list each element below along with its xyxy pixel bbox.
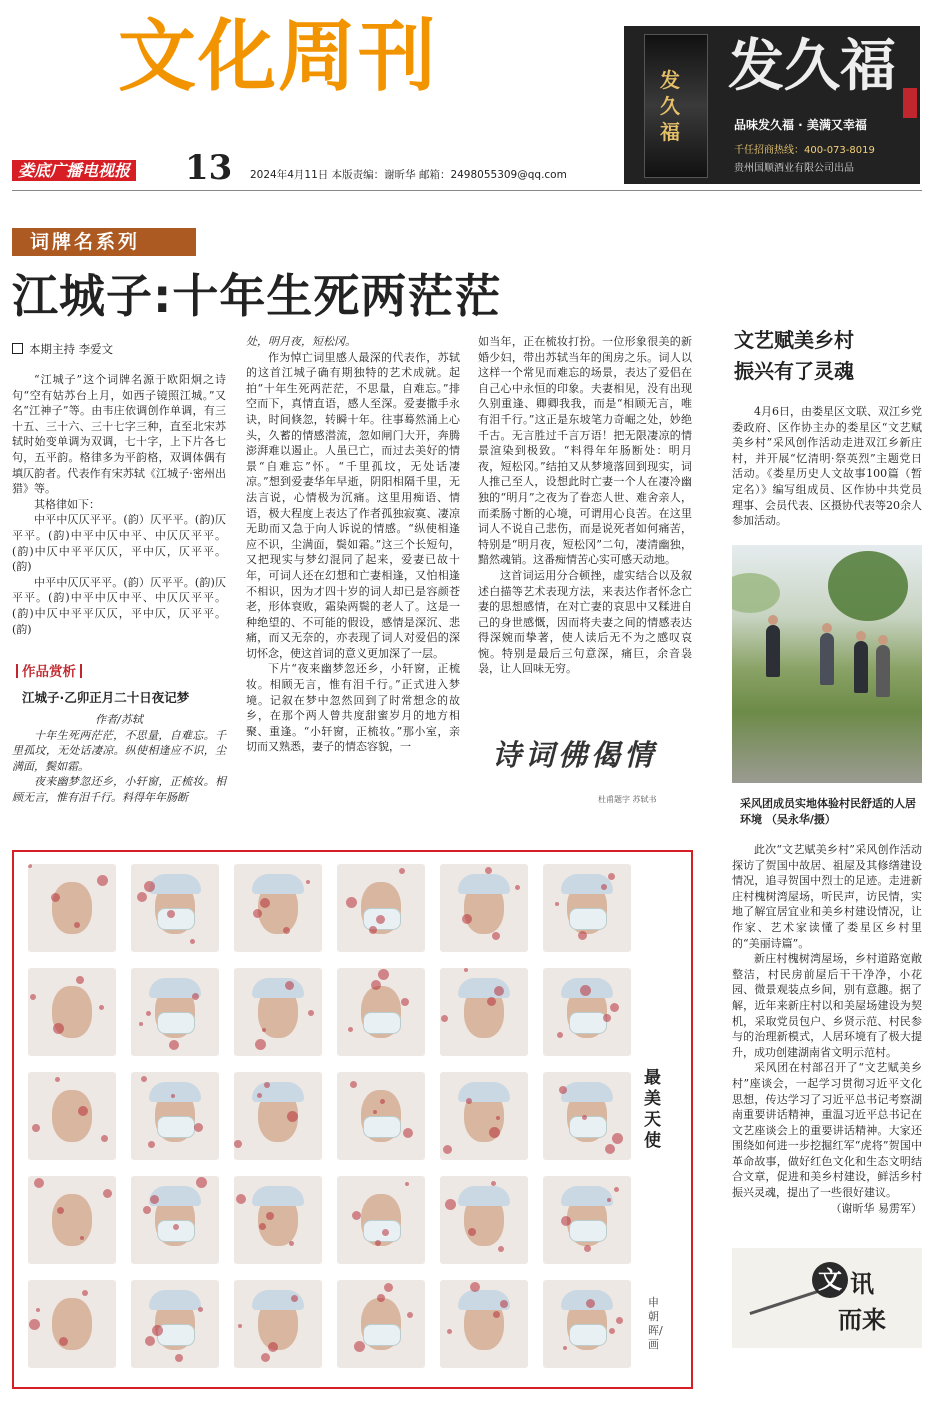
mask-shape	[569, 1220, 607, 1242]
paint-spot	[493, 1311, 500, 1318]
portrait-painting	[234, 1072, 322, 1160]
cap-shape	[252, 1186, 304, 1206]
person-figure	[854, 641, 868, 693]
portrait-painting	[234, 864, 322, 952]
portrait-painting	[440, 968, 528, 1056]
portrait-painting	[543, 864, 631, 952]
portrait-painting	[28, 1280, 116, 1368]
paint-spot	[498, 1246, 504, 1252]
paint-spot	[29, 1319, 40, 1330]
photo-caption: 采风团成员实地体验村民舒适的人居环境 （吴永华/摄）	[740, 797, 916, 826]
portrait-painting	[337, 864, 425, 952]
paint-spot	[169, 1040, 179, 1050]
paint-spot	[578, 931, 587, 940]
paint-spot	[291, 1295, 298, 1302]
mask-shape	[157, 1012, 195, 1034]
ad-maker: 贵州国顺酒业有限公司出品	[734, 163, 854, 174]
cap-shape	[458, 1186, 510, 1206]
paint-spot	[173, 1224, 179, 1230]
paint-spot	[462, 914, 472, 924]
paint-spot	[59, 1337, 68, 1346]
cap-shape	[149, 874, 201, 894]
paint-spot	[403, 1128, 413, 1138]
masthead: 文化周刊	[118, 12, 439, 102]
paint-spot	[369, 926, 377, 934]
paint-spot	[487, 997, 496, 1006]
paint-spot	[485, 867, 492, 874]
mask-shape	[157, 908, 195, 930]
paint-spot	[175, 1354, 183, 1362]
ad-slogan: 品味发久福 · 美满又幸福	[734, 118, 867, 132]
paint-spot	[103, 1189, 112, 1198]
paint-spot	[97, 875, 108, 886]
portrait-painting	[131, 1280, 219, 1368]
paint-spot	[261, 1353, 270, 1362]
paint-spot	[346, 897, 357, 908]
host-text: 本期主持 李爱文	[29, 342, 114, 356]
poem-line: 夜来幽梦忽还乡，小轩窗，正梳妆。相顾无言，惟有泪千行。料得年年肠断	[12, 775, 226, 804]
paint-spot	[53, 1023, 64, 1034]
bottle-label: 发久福	[660, 68, 680, 144]
paint-spot	[584, 1245, 591, 1252]
sidebar-title	[734, 325, 854, 387]
paint-spot	[375, 1240, 381, 1246]
paint-spot	[36, 1308, 40, 1312]
paint-spot	[101, 1135, 108, 1142]
portrait-painting	[440, 1280, 528, 1368]
paint-spot	[500, 1300, 508, 1308]
paint-spot	[80, 1236, 84, 1240]
mask-shape	[569, 1324, 607, 1346]
paragraph: 作为悼亡词里感人最深的代表作，苏轼的这首江城子确有期独特的艺术成就。起拍“十年生死两茫茫，不思量，自难忘。”排空而下，真情直语，感人至深。爱妻撒手永诀，时间倏忽，转瞬十年。往事蓦然涌上心头，久蓄的情感潜流，忽如闸门大开，奔腾澎湃难以遏止。人虽已亡，而过去美好的情景“自难忘”怀。“千里孤坟，无处话凄凉。”想到爱妻华年早逝，阴阳相隔千里，无法言说，心情极为沉痛。这里用痴语、情语，极大程度上表达了作者孤独寂寞、凄凉无助而又急于向人诉说的情感。“纵使相逢应不识，尘满面，鬓如霜。”这三个长短句，又把现实与梦幻混同了起来，爱妻已故十年，可词人还在幻想和亡妻相逢，又怕相逢不相识，因为才四十岁的词人却已是容颜苍老，形体衰败，霜染两鬓的老人了。这是一种绝望的、不可能的假设，感情是深沉、悲痛，而又无奈的，亦表现了词人对爱侣的深切怀念，使这首词的意义更加深了一层。	[246, 350, 460, 660]
cap-shape	[149, 1290, 201, 1310]
paint-spot	[289, 1241, 294, 1246]
paint-spot	[143, 1206, 151, 1214]
paragraph: 新庄村槐树湾屋场，乡村道路宽敞整洁，村民房前屋后干干净净，小花园、微景观装点乡间，别有意趣。据了解，近年来新庄村以和美屋场建设为契机，采取党员包户、乡贤示范、村民参与的治理新模式，人居环境有了极大提升，成功创建湖南省文明示范村。	[732, 952, 922, 1059]
liquor-advertisement[interactable]	[624, 26, 920, 184]
paragraph: 中平中仄仄平平。(韵）仄平平。(韵)仄平平。(韵)中平中仄中平、中仄仄平平。(韵)中仄中平平仄仄，平中仄，仄平平。(韵)	[12, 513, 226, 574]
paint-spot	[192, 993, 199, 1000]
wenxun-char-2: 讯	[850, 1270, 874, 1298]
paint-spot	[445, 1199, 456, 1210]
person-figure	[820, 633, 834, 685]
tree-shape	[732, 573, 780, 613]
tree-shape	[828, 551, 908, 621]
paint-spot	[253, 909, 262, 918]
portrait-painting	[28, 864, 116, 952]
portrait-painting	[234, 1176, 322, 1264]
paint-spot	[352, 1211, 361, 1220]
cap-shape	[252, 874, 304, 894]
sidebar-intro	[732, 404, 922, 529]
paint-spot	[447, 1329, 452, 1334]
calligraphy-image	[478, 725, 688, 805]
paint-spot	[582, 1115, 587, 1120]
header-divider	[12, 190, 922, 191]
paint-spot	[354, 1341, 365, 1352]
paint-spot	[557, 1032, 563, 1038]
paint-spot	[489, 1127, 500, 1138]
paint-spot	[190, 939, 195, 944]
portrait-painting	[28, 968, 116, 1056]
byline: （谢昕华 易雳军）	[830, 1201, 922, 1215]
person-head	[878, 635, 888, 645]
paint-spot	[152, 1325, 163, 1336]
portrait-painting	[131, 864, 219, 952]
paragraph: 其格律如下：	[34, 497, 100, 511]
paint-spot	[171, 1094, 175, 1098]
paint-spot	[492, 932, 500, 940]
cap-shape	[252, 978, 304, 998]
page-number: 13	[185, 148, 233, 188]
article-column-3	[478, 334, 692, 677]
mask-shape	[363, 1012, 401, 1034]
appreciation-text: 作品赏析	[22, 664, 76, 680]
face-shape	[52, 1194, 92, 1246]
gallery-credit: 申朝晖/画	[648, 1296, 663, 1351]
paint-spot	[198, 1307, 203, 1312]
portrait-painting	[337, 1072, 425, 1160]
paint-spot	[308, 1010, 314, 1016]
paint-spot	[139, 1022, 143, 1026]
bracket-icon	[16, 664, 18, 678]
mask-shape	[157, 1116, 195, 1138]
poem-title: 江城子·乙卯正月二十日夜记梦	[22, 690, 190, 705]
paint-spot	[515, 885, 520, 890]
portrait-painting	[28, 1176, 116, 1264]
paint-spot	[264, 1082, 270, 1088]
paint-spot	[612, 1133, 623, 1144]
wenxun-char-3: 而来	[838, 1306, 886, 1334]
paint-spot	[268, 1342, 278, 1352]
mask-shape	[569, 1012, 607, 1034]
paint-spot	[607, 1198, 611, 1202]
person-head	[856, 631, 866, 641]
paint-spot	[141, 1076, 147, 1082]
paint-spot	[146, 1011, 151, 1016]
series-label: 词牌名系列	[12, 228, 196, 256]
paint-spot	[306, 880, 310, 884]
paint-spot	[350, 1081, 357, 1088]
portrait-painting	[131, 1176, 219, 1264]
paint-spot	[371, 980, 381, 990]
paint-spot	[376, 915, 385, 924]
paint-spot	[34, 1178, 44, 1188]
paint-spot	[194, 1123, 203, 1132]
portrait-painting	[543, 1280, 631, 1368]
paint-spot	[559, 1086, 567, 1094]
paint-spot	[466, 1098, 472, 1104]
paint-spot	[260, 898, 270, 908]
paint-spot	[470, 1282, 480, 1292]
paragraph: “江城子”这个词牌名源于欧阳炯之诗句“空有姑苏台上月，如西子镜照江城。”又名“江神子”等。由韦庄依调创作单调，有三十五、三十六、三十七字三种，直至北宋苏轼时始变单调为双调，七十字，上下片各七句，五平韵。格律多为平韵格，双调体偶有填仄韵者。代表作有宋苏轼《江城子·密州出猎》等。	[12, 373, 226, 496]
portrait-painting	[234, 968, 322, 1056]
person-figure	[876, 645, 890, 697]
wenxun-char-1: 文	[812, 1262, 848, 1298]
paint-spot	[384, 1283, 393, 1292]
paint-spot	[373, 1110, 377, 1114]
face-shape	[52, 1298, 92, 1350]
paint-spot	[148, 1141, 155, 1148]
ad-phone: 千任招商热线：400-073-8019	[734, 145, 875, 156]
paragraph: 采风团在村部召开了“文艺赋美乡村”座谈会，一起学习贯彻习近平文化思想，传达学习了习近平总书记考察湖南重要讲话精神，重温习近平总书记在文艺座谈会上的重要讲话精神。大家还围绕如何进一步挖掘红军“虎将”贺国中革命故事，做好红色文化和生态文明结合文章，促进和美乡村建设，鲜活乡村振兴灵魂，提出了一些很好建议。	[732, 1061, 922, 1200]
paint-spot	[405, 1182, 409, 1186]
paragraph: 4月6日，由娄星区文联、双江乡党委政府、区作协主办的娄星区“文艺赋美乡村”采风创作活动走进双江乡新庄村，并开展“忆清明·祭英烈”主题党日活动。《娄星历史人文故事100篇（暂定名）》编写组成员、区作协中共党员理事、会员代表、区摄协代表等20余人参加活动。	[732, 405, 922, 528]
poem-line: 十年生死两茫茫，不思量，自难忘。千里孤坟，无处话凄凉。纵使相逢应不识，尘满面，鬓如霜。	[12, 728, 226, 773]
square-icon	[12, 343, 23, 354]
appreciation-label	[12, 660, 86, 680]
portrait-painting	[131, 1072, 219, 1160]
paragraph: 下片“夜来幽梦忽还乡，小轩窗，正梳妆。相顾无言，惟有泪千行。”正式进入梦境。记叙在梦中忽然回到了时常想念的故乡，在那个两人曾共度甜蜜岁月的地方相聚、重逢。“小轩窗，正梳妆。”那小室，亲切而又熟悉，妻子的情态容貌，一	[246, 662, 460, 754]
paint-spot	[196, 1177, 207, 1188]
poem-author: 作者/苏轼	[95, 713, 143, 726]
paragraph: 中平中仄仄平平。(韵）仄平平。(韵)仄平平。(韵)中平中仄中平、中仄仄平平。(韵)中仄中平平仄仄，平中仄，仄平平。(韵)	[12, 575, 226, 636]
portrait-painting	[440, 1176, 528, 1264]
paint-spot	[468, 1228, 476, 1236]
paint-spot	[150, 1195, 159, 1204]
portrait-painting	[131, 968, 219, 1056]
paint-spot	[399, 868, 405, 874]
calligraphy-caption: 杜甫题字 苏轼书	[598, 795, 657, 804]
person-head	[768, 615, 778, 625]
paint-spot	[443, 1145, 452, 1154]
cap-shape	[458, 874, 510, 894]
mask-shape	[363, 1116, 401, 1138]
paint-spot	[55, 1077, 60, 1082]
mask-shape	[569, 1116, 607, 1138]
face-shape	[52, 1090, 92, 1142]
paint-spot	[32, 1124, 40, 1132]
paint-spot	[99, 1005, 104, 1010]
sidebar-title-line: 振兴有了灵魂	[734, 359, 854, 383]
paragraph: 这首词运用分合顿挫，虚实结合以及叙述白描等艺术表现方法，来表达作者怀念亡妻的思想感情，在对亡妻的哀思中又糅进自己的身世感慨，因而将夫妻之间的情感表达得深婉而挚著，使人读后无不为之感叹哀惋。特别是最后三句意深，痛巨，余音袅袅，让人回味无穷。	[478, 568, 692, 676]
mask-shape	[569, 908, 607, 930]
cap-shape	[252, 1082, 304, 1102]
seal-icon	[903, 88, 917, 118]
paint-spot	[285, 981, 294, 990]
paint-spot	[561, 1216, 571, 1226]
portrait-painting	[440, 864, 528, 952]
gallery-title: 最美天使	[644, 1068, 661, 1151]
portrait-painting	[28, 1072, 116, 1160]
person-head	[822, 623, 832, 633]
paint-spot	[608, 873, 615, 880]
sidebar-title-line: 文艺赋美乡村	[734, 328, 854, 352]
paint-spot	[382, 1229, 389, 1236]
paint-spot	[82, 1290, 88, 1296]
calligraphy-text: 诗词佛偈情	[492, 738, 658, 772]
paint-spot	[555, 902, 559, 906]
portrait-gallery	[12, 850, 693, 1389]
paragraph: 如当年，正在梳妆打扮。一位形象很美的新婚少妇，带出苏轼当年的闺房之乐。词人以这样一个常见而难忘的场景，表达了爱侣在自己心中永恒的印象。夫妻相见，没有出现久别重逢、卿卿我我，而是“相顾无言，唯有泪千行。”这正是东坡笔力奇崛之处，妙绝千古。无言胜过千言万语！把无限凄凉的情景渲染到极致。“料得年年肠断处：明月夜，短松冈。”结拍又从梦境落回到现实，词人推己至人，设想此时亡妻一个人在凄冷幽独的“明月”之夜为了眷恋人世、难舍亲人，而柔肠寸断的心境，可谓用心良苦。在这里词人不说自己悲伤，而是说死者如何痛苦，特别是“明月夜，短松冈”二句，凄清幽独，黯然魂销。这番痴情苦心实可感天动地。	[478, 335, 692, 567]
paint-spot	[57, 1207, 64, 1214]
paint-spot	[78, 1106, 88, 1116]
paint-spot	[614, 1187, 619, 1192]
portrait-painting	[543, 1072, 631, 1160]
cap-shape	[149, 1082, 201, 1102]
village-photo	[732, 545, 922, 783]
paint-spot	[145, 1336, 155, 1346]
paragraph: 此次“文艺赋美乡村”采风创作活动探访了贺国中故居、祖屋及其修缮建设情况，追寻贺国中烈士的足迹。走进新庄村槐树湾屋场，听民声，访民情，实地了解宜居宜业和美乡村建设情况，让作家、艺术家读懂了娄星区乡村里的“美丽诗篇”。	[732, 843, 922, 950]
bottle-icon	[644, 34, 708, 178]
poem-block	[12, 712, 226, 806]
paint-spot	[167, 910, 175, 918]
paint-spot	[287, 1111, 298, 1122]
sidebar-body	[732, 842, 922, 1216]
portrait-painting	[543, 1176, 631, 1264]
paint-spot	[283, 927, 290, 934]
ad-brand: 发久福	[728, 33, 896, 99]
paint-spot	[380, 1099, 385, 1104]
paint-spot	[377, 1294, 385, 1302]
paint-spot	[348, 1027, 353, 1032]
portrait-painting	[234, 1280, 322, 1368]
paint-spot	[238, 1324, 242, 1328]
paint-spot	[257, 1093, 262, 1098]
paint-spot	[441, 1015, 448, 1022]
cap-shape	[561, 1082, 613, 1102]
paint-spot	[603, 1014, 611, 1022]
paint-spot	[236, 1194, 246, 1204]
paint-spot	[605, 1144, 615, 1154]
portrait-painting	[337, 1280, 425, 1368]
portrait-painting	[543, 968, 631, 1056]
paint-spot	[601, 884, 607, 890]
paint-spot	[378, 969, 389, 980]
paint-spot	[580, 985, 591, 996]
portrait-painting	[440, 1072, 528, 1160]
paint-spot	[496, 1116, 500, 1120]
paint-spot	[137, 892, 147, 902]
paint-spot	[76, 976, 84, 984]
cap-shape	[561, 1186, 613, 1206]
article-column-2	[246, 334, 460, 755]
paper-name: 娄底广播电视报	[12, 160, 136, 181]
mask-shape	[157, 1324, 195, 1346]
paint-spot	[266, 1212, 274, 1220]
paint-spot	[609, 1328, 615, 1334]
portrait-painting	[337, 968, 425, 1056]
paint-spot	[28, 864, 32, 868]
paint-spot	[616, 1317, 623, 1324]
article-host	[12, 341, 113, 357]
person-figure	[766, 625, 780, 677]
paint-spot	[586, 1299, 595, 1308]
paint-spot	[401, 998, 409, 1006]
paint-spot	[51, 893, 60, 902]
paint-spot	[491, 1181, 496, 1186]
face-shape	[52, 882, 92, 934]
mask-shape	[363, 1324, 401, 1346]
paint-spot	[407, 1312, 413, 1318]
paint-spot	[610, 1003, 619, 1012]
portrait-painting	[337, 1176, 425, 1264]
poem-line: 处，明月夜，短松冈。	[246, 335, 356, 348]
paint-spot	[563, 1346, 567, 1350]
paint-spot	[234, 1140, 242, 1148]
paint-spot	[464, 968, 468, 972]
bracket-icon	[80, 664, 82, 678]
paint-spot	[144, 881, 155, 892]
edition-meta: 2024年4月11日 本版责编：谢昕华 邮箱：2498055309@qq.com	[250, 169, 567, 181]
paint-spot	[259, 1223, 266, 1230]
paint-spot	[74, 922, 80, 928]
article-column-1	[12, 372, 226, 637]
article-title: 江城子:十年生死两茫茫	[12, 269, 502, 323]
paint-spot	[30, 994, 36, 1000]
paint-spot	[262, 1028, 266, 1032]
paint-spot	[255, 1039, 266, 1050]
paint-spot	[494, 986, 504, 996]
